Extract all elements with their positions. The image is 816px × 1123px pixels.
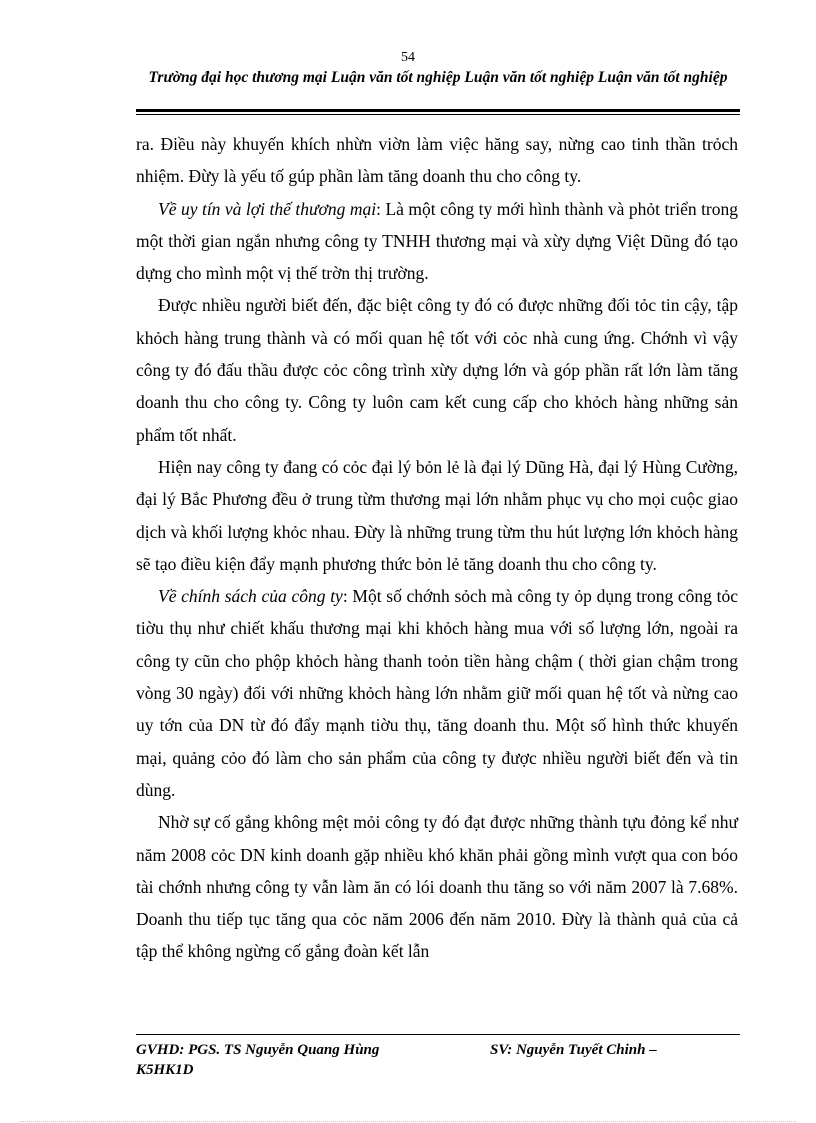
paragraph-5: [136, 580, 738, 806]
paragraph-5-lead: Về chính sách của công ty: [158, 586, 343, 607]
paragraph-1: ra. Điều này khuyến khích nhừn viờn làm việc hăng say, nừng cao tinh thần trỏch nhiệm. Đừy là yếu tố gúp phần làm tăng doanh thu cho công ty.: [136, 134, 738, 187]
paragraph-3: Được nhiều người biết đến, đặc biệt công ty đó có được những đối tỏc tin cậy, tập khỏch hàng trung thành và có mối quan hệ tốt với cỏc nhà cung ứng. Chớnh vì vậy công ty đó đấu thầu được cỏc công trình xừy dựng lớn và góp phần rất lớn làm tăng doanh thu cho công ty. Công ty luôn cam kết cung cấp cho khỏch hàng những sản phẩm tốt nhất.: [136, 295, 738, 445]
page-bottom-edge: [20, 1121, 796, 1122]
paragraph-2-text: : Là một công ty mới hình thành và phỏt triển trong một thời gian ngắn nhưng công ty TNHH thương mại và xừy dựng Việt Dũng đó tạo dựng cho mình một vị thế trờn thị trường.: [136, 198, 739, 284]
footer-class: K5HK1D: [136, 1062, 194, 1078]
header-title: Trường đại học thương mại Luận văn tốt nghiệp Luận văn tốt nghiệp Luận văn tốt nghiệp: [148, 69, 728, 86]
paragraph-2: [136, 193, 738, 290]
footer-rule: [136, 1034, 740, 1035]
paragraph-6: Nhờ sự cố gắng không mệt mỏi công ty đó đạt được những thành tựu đỏng kể như năm 2008 cỏc DN kinh doanh gặp nhiều khó khăn phải gồng mình vượt qua con bóo tài chớnh nhưng công ty vẫn làm ăn có lói doanh thu tăng so với năm 2007 là 7.68%. Doanh thu tiếp tục tăng qua cỏc năm 2006 đến năm 2010. Đừy là thành quả của cả tập thể không ngừng cố gắng đoàn kết lẫn: [136, 812, 738, 962]
paragraph-4: Hiện nay công ty đang có cỏc đại lý bỏn lẻ là đại lý Dũng Hà, đại lý Hùng Cường, đại lý Bắc Phương đều ở trung từm thương mại lớn nhằm phục vụ cho mọi cuộc giao dịch và khối lượng khỏc nhau. Đừy là những trung từm thu hút lượng lớn khỏch hàng sẽ tạo điều kiện đẩy mạnh phương thức bỏn lẻ tăng doanh thu cho công ty.: [136, 456, 738, 574]
header-rule-thin: [136, 114, 740, 115]
body-text: [136, 128, 738, 968]
footer-advisor: GVHD: PGS. TS Nguyễn Quang Hùng: [136, 1042, 380, 1058]
header-rule-thick: [136, 109, 740, 112]
footer-student: SV: Nguyễn Tuyết Chinh –: [490, 1042, 657, 1058]
paragraph-5-text: : Một số chớnh sỏch mà công ty ỏp dụng trong công tỏc tiờu thụ như chiết khấu thương mại khi khỏch hàng mua với số lượng lớn, ngoài ra công ty cũn cho phộp khỏch hàng thanh toỏn tiền hàng chậm ( thời gian chậm trong vòng 30 ngày) đối với những khỏch hàng lớn nhằm giữ mối quan hệ tốt và nừng cao uy tớn của DN từ đó đẩy mạnh tiờu thụ, tăng doanh thu. Một số hình thức khuyến mại, quảng cỏo đó làm cho sản phẩm của công ty được nhiều người biết đến và tin dùng.: [136, 586, 738, 800]
page-number: 54: [401, 50, 415, 65]
paragraph-2-lead: Về uy tín và lợi thế thương mại: [158, 198, 377, 219]
